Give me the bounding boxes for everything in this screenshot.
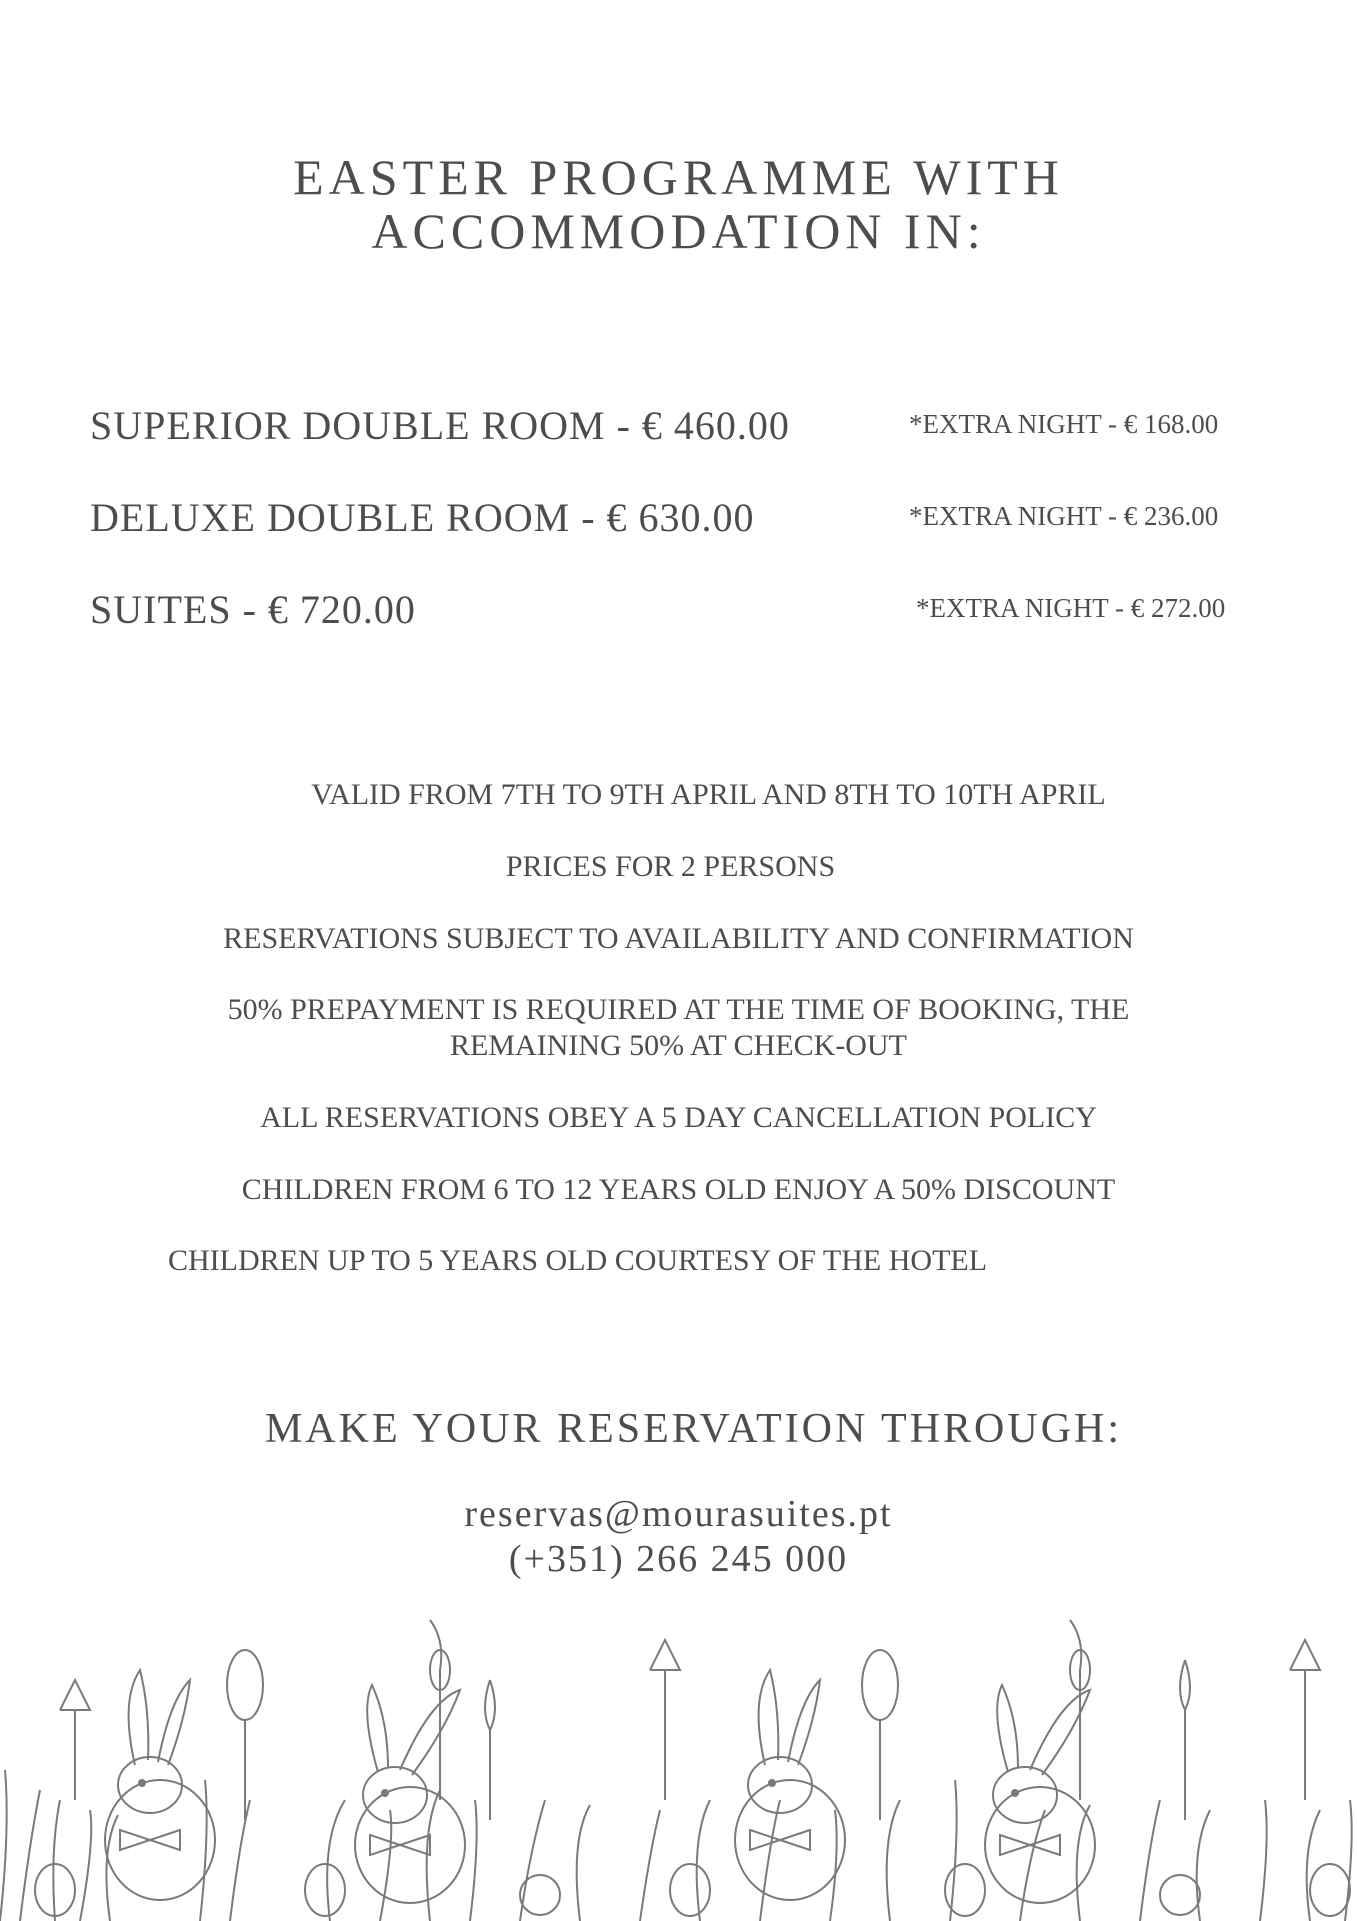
extra-night-suites: *EXTRA NIGHT - € 272.00 (916, 593, 1226, 623)
bunny-4 (985, 1685, 1095, 1903)
condition-prices: PRICES FOR 2 PERSONS (505, 850, 836, 883)
condition-prepayment-line-2: REMAINING 50% AT CHECK-OUT (450, 1029, 907, 1062)
condition-children-courtesy: CHILDREN UP TO 5 YEARS OLD COURTESY OF THE HOTEL (168, 1244, 988, 1277)
reservation-phone[interactable]: (+351) 266 245 000 (508, 1538, 849, 1580)
bunny-1 (105, 1670, 215, 1900)
grass-blades (0, 1770, 1352, 1921)
condition-children-discount: CHILDREN FROM 6 TO 12 YEARS OLD ENJOY A 50% DISCOUNT (241, 1173, 1116, 1206)
room-deluxe-double: DELUXE DOUBLE ROOM - € 630.00 (90, 495, 755, 540)
flowers (60, 1620, 1320, 1820)
reservation-email[interactable]: reservas@mourasuites.pt (464, 1493, 893, 1535)
extra-night-deluxe: *EXTRA NIGHT - € 236.00 (909, 501, 1219, 531)
condition-availability: RESERVATIONS SUBJECT TO AVAILABILITY AND CONFIRMATION (223, 922, 1134, 955)
room-suites: SUITES - € 720.00 (90, 587, 416, 632)
page-title (0, 150, 1357, 258)
chicks (520, 1875, 1200, 1915)
reservation-title: MAKE YOUR RESERVATION THROUGH: (264, 1406, 1123, 1452)
extra-night-superior: *EXTRA NIGHT - € 168.00 (909, 409, 1219, 439)
bunny-2 (355, 1685, 465, 1903)
condition-cancellation: ALL RESERVATIONS OBEY A 5 DAY CANCELLATION POLICY (260, 1101, 1097, 1134)
title-line-1: EASTER PROGRAMME WITH (293, 149, 1064, 205)
title-line-2: ACCOMMODATION IN: (371, 203, 986, 259)
room-superior-double: SUPERIOR DOUBLE ROOM - € 460.00 (90, 403, 790, 448)
easter-bunnies-and-flowers-illustration (0, 1600, 1357, 1921)
bunny-3 (735, 1670, 845, 1900)
condition-validity: VALID FROM 7TH TO 9TH APRIL AND 8TH TO 10TH APRIL (311, 778, 1106, 811)
condition-prepayment-line-1: 50% PREPAYMENT IS REQUIRED AT THE TIME OF BOOKING, THE (227, 993, 1130, 1026)
